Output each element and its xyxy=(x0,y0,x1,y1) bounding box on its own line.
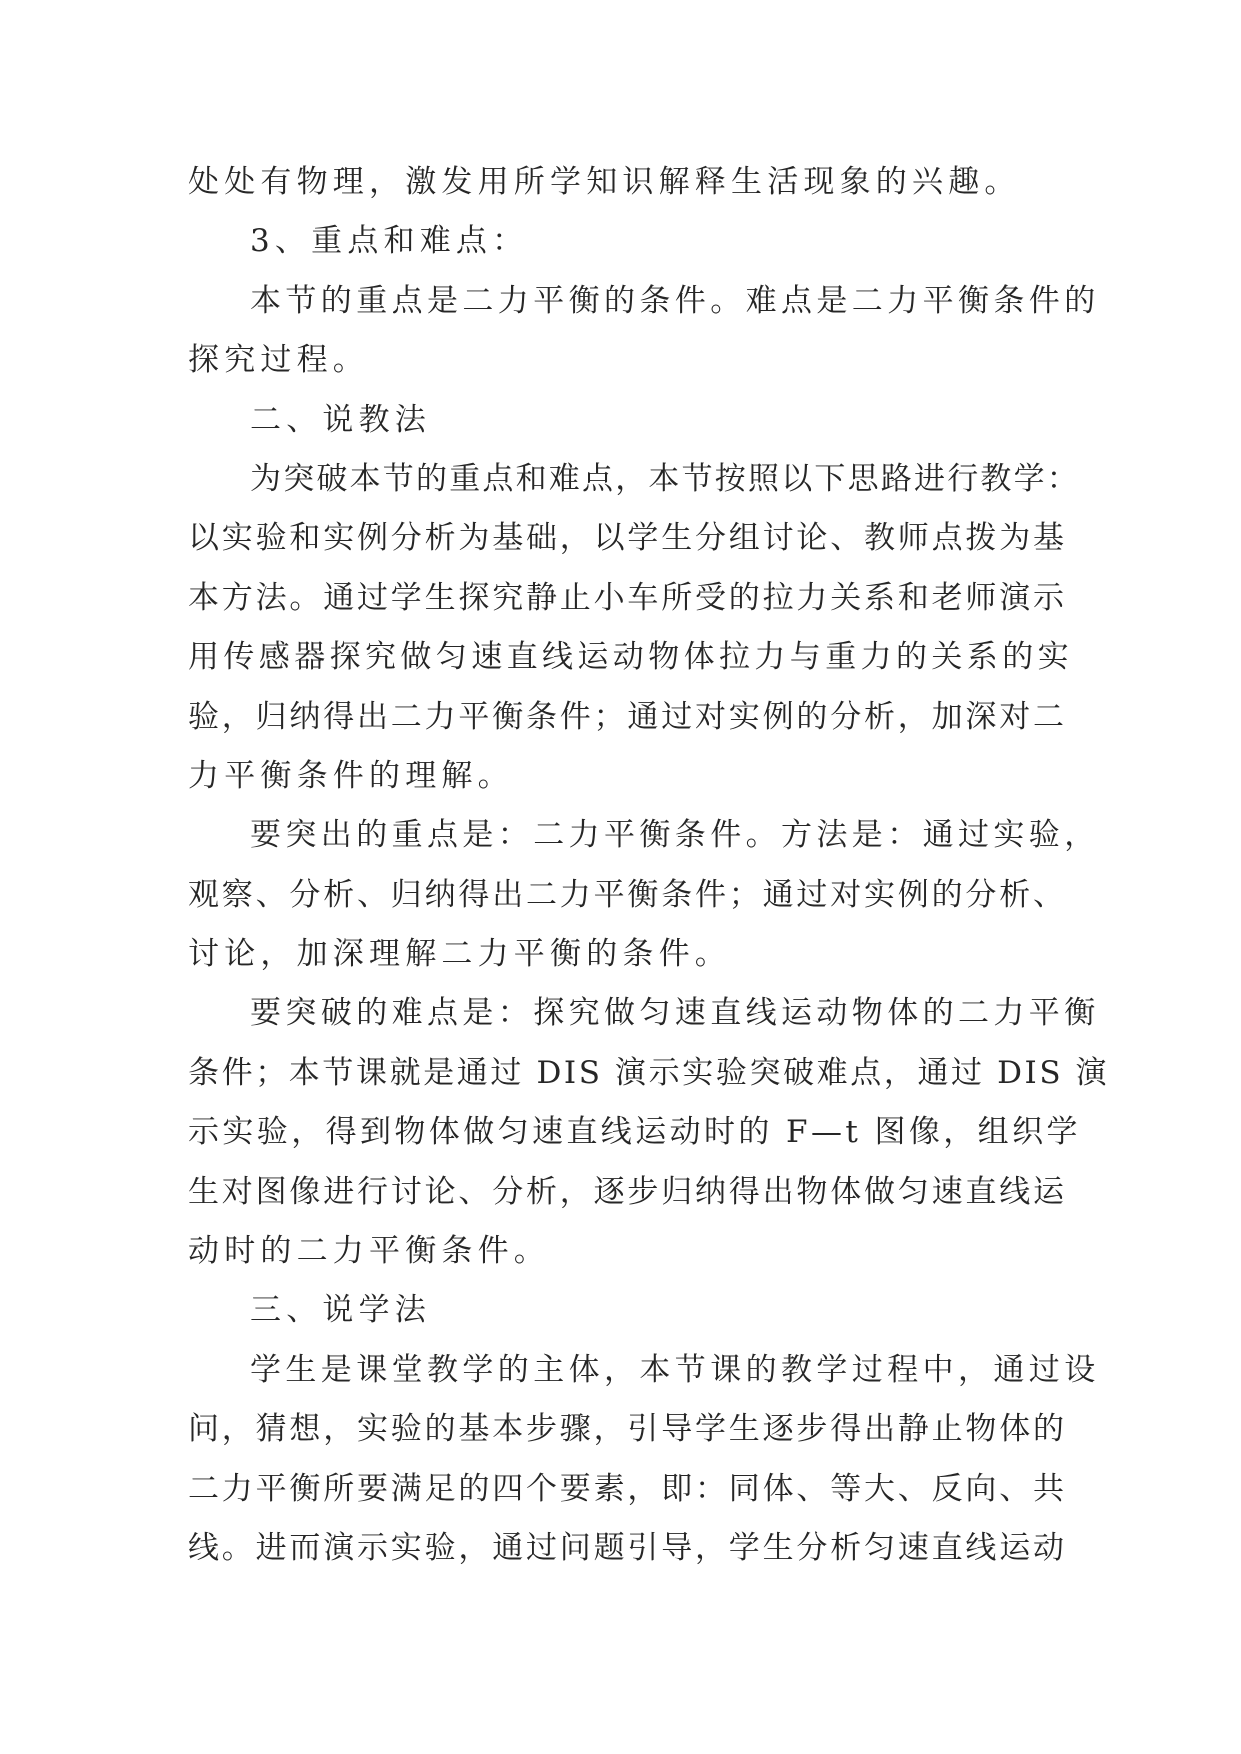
text-line: 验，归纳得出二力平衡条件；通过对实例的分析，加深对二 xyxy=(188,698,1067,735)
section-heading: 二、说教法 xyxy=(250,401,431,438)
text-line: 问，猜想，实验的基本步骤，引导学生逐步得出静止物体的 xyxy=(188,1411,1067,1448)
text-line: 要突出的重点是：二力平衡条件。方法是：通过实验， xyxy=(250,817,1100,854)
text-line: 用传感器探究做匀速直线运动物体拉力与重力的关系的实 xyxy=(188,639,1073,676)
body-text xyxy=(188,153,1110,1578)
text-line: 本方法。通过学生探究静止小车所受的拉力关系和老师演示 xyxy=(188,579,1067,616)
text-line: 动时的二力平衡条件。 xyxy=(188,1233,550,1270)
text-line: 二力平衡所要满足的四个要素，即：同体、等大、反向、共 xyxy=(188,1470,1067,1507)
section-heading: 3、重点和难点： xyxy=(250,223,529,260)
text-line: 学生是课堂教学的主体，本节课的教学过程中，通过设 xyxy=(250,1351,1100,1388)
text-line: 要突破的难点是：探究做匀速直线运动物体的二力平衡 xyxy=(250,995,1100,1032)
section-heading: 三、说学法 xyxy=(250,1292,431,1329)
text-line: 讨论，加深理解二力平衡的条件。 xyxy=(188,936,731,973)
text-line: 为突破本节的重点和难点，本节按照以下思路进行教学： xyxy=(250,460,1080,497)
text-line: 处处有物理，激发用所学知识解释生活现象的兴趣。 xyxy=(188,164,1021,200)
text-line: 探究过程。 xyxy=(188,342,369,379)
text-line: 条件；本节课就是通过 DIS 演示实验突破难点，通过 DIS 演 xyxy=(188,1054,1110,1091)
text-line: 示实验，得到物体做匀速直线运动时的 F—t 图像，组织学 xyxy=(188,1114,1081,1151)
text-line: 以实验和实例分析为基础，以学生分组讨论、教师点拨为基 xyxy=(188,520,1067,557)
text-line: 本节的重点是二力平衡的条件。难点是二力平衡条件的 xyxy=(250,282,1100,319)
text-line: 线。进而演示实验，通过问题引导，学生分析匀速直线运动 xyxy=(188,1529,1067,1566)
text-line: 观察、分析、归纳得出二力平衡条件；通过对实例的分析、 xyxy=(188,876,1067,913)
text-line: 生对图像进行讨论、分析，逐步归纳得出物体做匀速直线运 xyxy=(188,1173,1067,1210)
text-line: 力平衡条件的理解。 xyxy=(188,757,514,794)
